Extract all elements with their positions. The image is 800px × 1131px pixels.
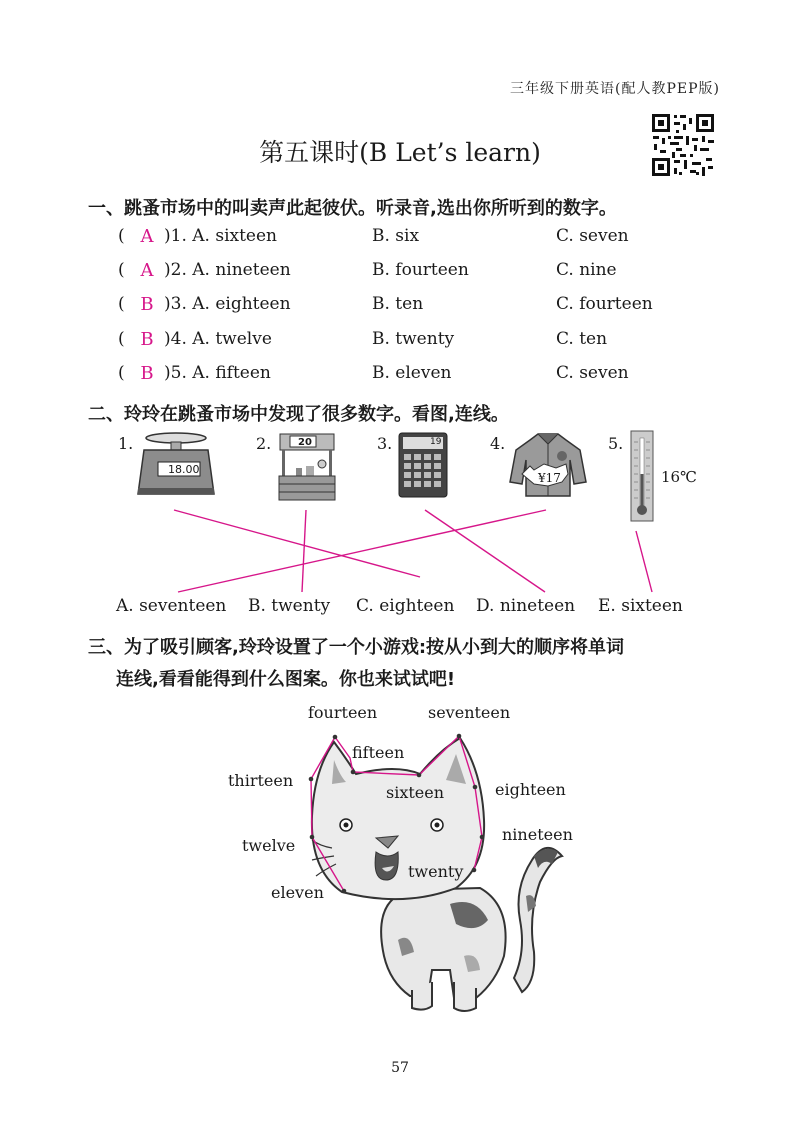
scale-reading: 18.00 <box>168 463 200 476</box>
word-sixteen[interactable]: sixteen <box>386 783 445 802</box>
temperature-label: 16℃ <box>661 468 697 486</box>
word-twelve[interactable]: twelve <box>242 836 296 855</box>
word-eleven[interactable]: eleven <box>271 883 324 902</box>
stall-sign-number: 20 <box>298 437 312 448</box>
lesson-title: 第五课时(B Let’s learn) <box>259 138 541 167</box>
option-b: B. twenty <box>372 329 455 349</box>
jacket-icon <box>508 430 588 500</box>
option-c: C. seven <box>556 226 629 246</box>
question-4 <box>118 329 678 359</box>
picture-1-number: 1. <box>118 434 134 453</box>
picture-2-number: 2. <box>256 434 272 453</box>
word-thirteen[interactable]: thirteen <box>228 771 294 790</box>
option-a: )2. A. nineteen <box>164 260 291 280</box>
thermometer-icon <box>630 430 654 522</box>
picture-5-number: 5. <box>608 434 624 453</box>
option-b: B. six <box>372 226 420 246</box>
answer-4[interactable]: B <box>140 329 154 350</box>
choice-c[interactable]: C. eighteen <box>356 596 455 616</box>
word-nineteen[interactable]: nineteen <box>502 825 573 844</box>
choice-d[interactable]: D. nineteen <box>476 596 576 616</box>
answer-2[interactable]: A <box>140 260 154 281</box>
option-a: )4. A. twelve <box>164 329 272 349</box>
question-2 <box>118 260 678 290</box>
option-a: )5. A. fifteen <box>164 363 271 383</box>
option-b: B. eleven <box>372 363 452 383</box>
paren-open: ( <box>118 329 125 349</box>
question-3 <box>118 294 678 324</box>
option-b: B. ten <box>372 294 424 314</box>
answer-1[interactable]: A <box>140 226 154 247</box>
choice-a[interactable]: A. seventeen <box>116 596 227 616</box>
paren-open: ( <box>118 294 125 314</box>
option-a: )3. A. eighteen <box>164 294 291 314</box>
option-b: B. fourteen <box>372 260 469 280</box>
paren-open: ( <box>118 260 125 280</box>
paren-open: ( <box>118 226 125 246</box>
answer-5[interactable]: B <box>140 363 154 384</box>
answer-3[interactable]: B <box>140 294 154 315</box>
question-1 <box>118 226 678 256</box>
word-eighteen[interactable]: eighteen <box>495 780 566 799</box>
option-a: )1. A. sixteen <box>164 226 277 246</box>
word-fifteen[interactable]: fifteen <box>352 743 405 762</box>
option-c: C. nine <box>556 260 617 280</box>
qr-code-icon[interactable] <box>650 112 716 178</box>
grade-header: 三年级下册英语(配人教PEP版) <box>510 81 720 97</box>
section3-heading-line1: 三、为了吸引顾客,玲玲设置了一个小游戏:按从小到大的顺序将单词 <box>88 637 625 658</box>
choice-e[interactable]: E. sixteen <box>598 596 683 616</box>
page-number: 57 <box>391 1060 409 1076</box>
picture-4-number: 4. <box>490 434 506 453</box>
word-seventeen[interactable]: seventeen <box>428 703 511 722</box>
picture-3-number: 3. <box>377 434 393 453</box>
section2-heading: 二、玲玲在跳蚤市场中发现了很多数字。看图,连线。 <box>88 404 509 425</box>
calculator-display: 19 <box>430 437 442 447</box>
choice-b[interactable]: B. twenty <box>248 596 331 616</box>
option-c: C. seven <box>556 363 629 383</box>
word-twenty[interactable]: twenty <box>408 862 464 881</box>
jacket-price: ¥17 <box>538 471 561 485</box>
paren-open: ( <box>118 363 125 383</box>
question-5 <box>118 363 678 393</box>
word-fourteen[interactable]: fourteen <box>308 703 378 722</box>
section3-heading-line2: 连线,看看能得到什么图案。你也来试试吧! <box>116 669 456 690</box>
option-c: C. fourteen <box>556 294 653 314</box>
option-c: C. ten <box>556 329 608 349</box>
section1-heading: 一、跳蚤市场中的叫卖声此起彼伏。听录音,选出你所听到的数字。 <box>88 198 617 219</box>
